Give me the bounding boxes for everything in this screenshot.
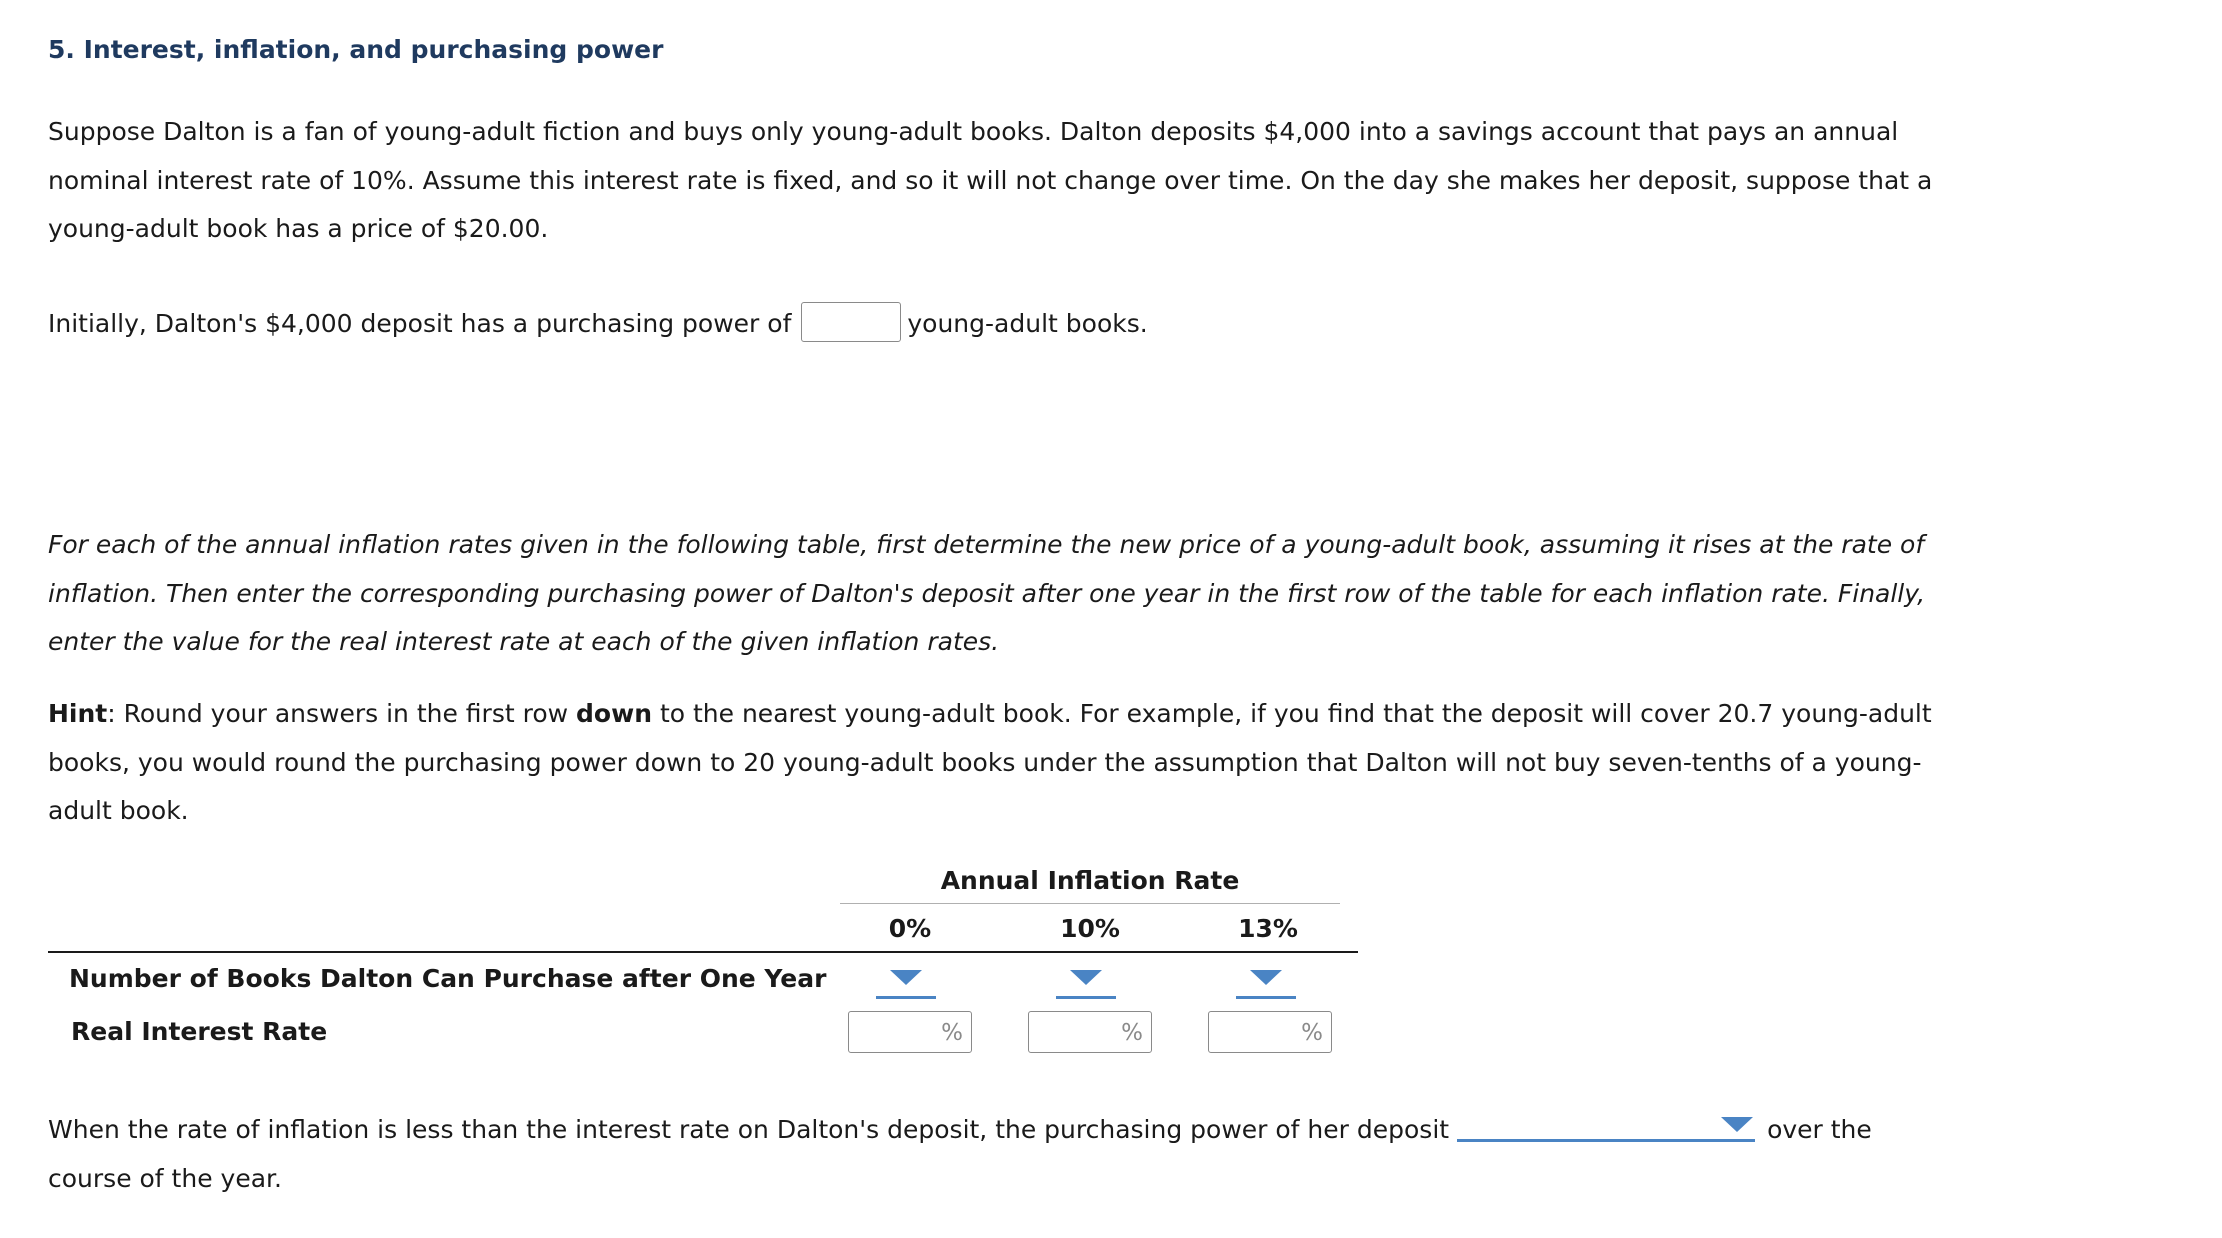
question2-text-before: When the rate of inflation is less than the interest rate on Dalton's deposit, the purchasing power of her deposit xyxy=(48,1115,1450,1144)
column-header-0: 0% xyxy=(888,914,932,943)
hint-paragraph xyxy=(48,690,1948,836)
percent-sign: % xyxy=(1121,1020,1143,1046)
intro-paragraph: Suppose Dalton is a fan of young-adult fiction and buys only young-adult books. Dalton deposits $4,000 into a savings account that pays an annual nominal interest rate of 10%. Assume this interest rate is fixed, and so it will not change over time. On the day she makes her deposit, suppose that a young-adult book has a price of $20.00. xyxy=(48,117,1933,243)
row-label-real-rate: Real Interest Rate xyxy=(71,1017,328,1046)
group-header-rule xyxy=(840,903,1340,904)
hint-text-part1: : Round your answers in the first row xyxy=(107,699,577,728)
page-title: 5. Interest, inflation, and purchasing power xyxy=(48,35,664,64)
hint-label: Hint xyxy=(48,699,108,728)
books-dropdown-0[interactable] xyxy=(876,970,936,999)
column-header-10: 10% xyxy=(1060,914,1120,943)
row-label-books: Number of Books Dalton Can Purchase after One Year xyxy=(69,964,827,993)
books-dropdown-13[interactable] xyxy=(1236,970,1296,999)
question-text-before: Initially, Dalton's $4,000 deposit has a purchasing power of xyxy=(48,309,792,338)
chevron-down-icon xyxy=(890,970,922,985)
real-rate-input-13[interactable] xyxy=(1208,1011,1332,1053)
question-purchasing-power xyxy=(48,302,1948,346)
column-header-13: 13% xyxy=(1238,914,1298,943)
real-rate-input-10[interactable] xyxy=(1028,1011,1152,1053)
percent-sign: % xyxy=(1301,1020,1323,1046)
real-rate-input-0[interactable] xyxy=(848,1011,972,1053)
chevron-down-icon xyxy=(1721,1117,1753,1132)
hint-text-part2: to the nearest young-adult book. For example, if you find that the deposit will cover 20.7 young-adult books, you would round the purchasing power down to 20 young-adult books under the assumption that Dalton will not buy seven-tenths of a young-adult book. xyxy=(48,699,1932,825)
chevron-down-icon xyxy=(1070,970,1102,985)
purchasing-power-input[interactable] xyxy=(801,302,901,342)
question2-text-after: over the course of the year. xyxy=(48,1115,1872,1193)
table-group-header: Annual Inflation Rate xyxy=(940,866,1240,895)
percent-sign: % xyxy=(941,1020,963,1046)
question-text-after: young-adult books. xyxy=(907,309,1148,338)
books-dropdown-10[interactable] xyxy=(1056,970,1116,999)
chevron-down-icon xyxy=(1250,970,1282,985)
instructions-paragraph: For each of the annual inflation rates given in the following table, first determine the new price of a young-adult book, assuming it rises at the rate of inflation. Then enter the corresponding purchasing power of Dalton's deposit after one year in the first row of the table for each inflation rate. Finally, enter the value for the real interest rate at each of the given inflation rates. xyxy=(48,530,1926,656)
question-purchasing-power-change xyxy=(48,1106,1948,1203)
purchasing-power-change-dropdown[interactable] xyxy=(1457,1109,1755,1142)
table-header-rule xyxy=(48,951,1358,953)
hint-emphasis: down xyxy=(576,699,652,728)
